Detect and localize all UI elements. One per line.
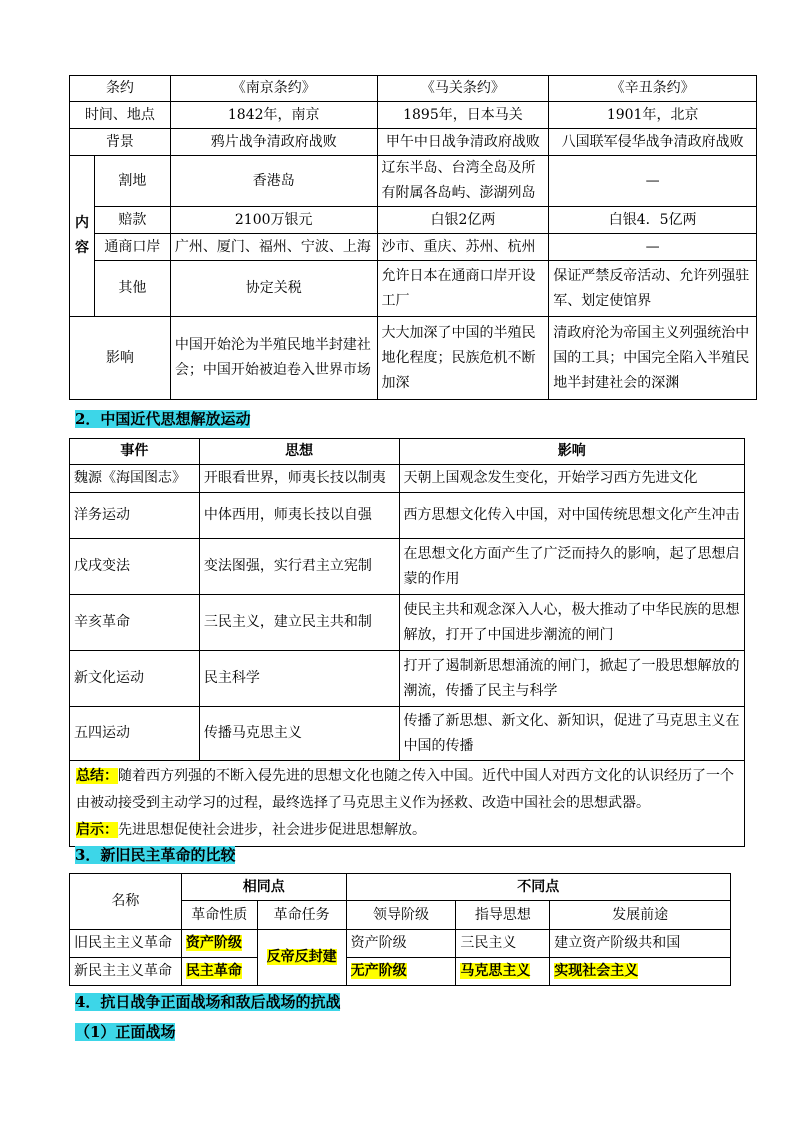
cell: 辽东半岛、台湾全岛及所有附属各岛屿、澎湖列岛 <box>377 156 549 207</box>
old-nature: 资产阶级 <box>185 935 242 951</box>
label-ports: 通商口岸 <box>94 234 170 261</box>
cell: 保证严禁反帝活动、允许列强驻军、划定使馆界 <box>549 261 757 317</box>
section4-title-text: 4．抗日战争正面战场和敌后战场的抗战 <box>75 993 341 1011</box>
cell: 沙市、重庆、苏州、杭州 <box>377 234 549 261</box>
shared-task: 反帝反封建 <box>266 949 337 965</box>
section3-title-text: 3．新旧民主革命的比较 <box>75 846 236 864</box>
new-ideology: 马克思主义 <box>460 963 531 979</box>
content-label-2: 容 <box>74 240 89 256</box>
thought-cell: 开眼看世界，师夷长技以制夷 <box>199 465 399 493</box>
old-revolution-name: 旧民主主义革命 <box>70 930 182 958</box>
impact-cell: 天朝上国观念发生变化，开始学习西方先进文化 <box>399 465 744 493</box>
cell: 1895年，日本马关 <box>377 102 549 129</box>
header-name: 名称 <box>70 874 182 930</box>
header-diff: 不同点 <box>346 874 730 901</box>
label-time-place: 时间、地点 <box>70 102 171 129</box>
header-future: 发展前途 <box>550 901 731 930</box>
header-leader: 领导阶级 <box>346 901 456 930</box>
impact-cell: 西方思想文化传入中国，对中国传统思想文化产生冲击 <box>399 493 744 539</box>
old-leader: 资产阶级 <box>346 930 456 958</box>
label-background: 背景 <box>70 129 171 156</box>
cell: 白银2亿两 <box>377 207 549 234</box>
section4-title <box>75 992 340 1012</box>
header-ideology: 指导思想 <box>456 901 550 930</box>
event-cell: 辛亥革命 <box>70 595 200 651</box>
thought-cell: 民主科学 <box>199 651 399 707</box>
impact-cell: 传播了新思想、新文化、新知识，促进了马克思主义在中国的传播 <box>399 707 744 761</box>
cell: — <box>549 234 757 261</box>
new-ideology-cell <box>456 958 550 986</box>
cell: 大大加深了中国的半殖民地化程度；民族危机不断加深 <box>377 317 549 400</box>
impact-cell: 打开了遏制新思想涌流的闸门，掀起了一股思想解放的潮流，传播了民主与科学 <box>399 651 744 707</box>
old-nature-cell <box>181 930 257 958</box>
event-cell: 新文化运动 <box>70 651 200 707</box>
summary-paragraph <box>76 763 738 817</box>
content-label <box>70 156 95 317</box>
summary-text: 随着西方列强的不断入侵先进的思想文化也随之传入中国。近代中国人对西方文化的认识经历了一个由被动接受到主动学习的过程，最终选择了马克思主义作为拯救、改造中国社会的思想武器。 <box>76 768 734 811</box>
cell: 甲午中日战争清政府战败 <box>377 129 549 156</box>
event-cell: 五四运动 <box>70 707 200 761</box>
insight-text: 先进思想促使社会进步，社会进步促进思想解放。 <box>118 822 426 838</box>
header-xinchou: 《辛丑条约》 <box>549 76 757 102</box>
header-impact: 影响 <box>399 439 744 465</box>
new-nature: 民主革命 <box>185 963 242 979</box>
thought-cell: 中体西用，师夷长技以自强 <box>199 493 399 539</box>
summary-box <box>70 761 745 847</box>
section4-subtitle-text: （1）正面战场 <box>75 1023 176 1041</box>
cell: 协定关税 <box>170 261 377 317</box>
event-cell: 洋务运动 <box>70 493 200 539</box>
thought-cell: 三民主义，建立民主共和制 <box>199 595 399 651</box>
thought-cell: 传播马克思主义 <box>199 707 399 761</box>
insight-paragraph <box>76 817 738 844</box>
new-revolution-name: 新民主主义革命 <box>70 958 182 986</box>
section3-title <box>75 845 235 865</box>
header-nanjing: 《南京条约》 <box>170 76 377 102</box>
new-future: 实现社会主义 <box>554 963 639 979</box>
cell: 中国开始沦为半殖民地半封建社会；中国开始被迫卷入世界市场 <box>170 317 377 400</box>
label-impact: 影响 <box>70 317 171 400</box>
header-nature: 革命性质 <box>181 901 257 930</box>
cell: 广州、厦门、福州、宁波、上海 <box>170 234 377 261</box>
content-label-1: 内 <box>74 215 89 231</box>
new-future-cell <box>550 958 731 986</box>
old-ideology: 三民主义 <box>456 930 550 958</box>
label-cede: 割地 <box>94 156 170 207</box>
thought-cell: 变法图强，实行君主立宪制 <box>199 539 399 595</box>
cell: 清政府沦为帝国主义列强统治中国的工具；中国完全陷入半殖民地半封建社会的深渊 <box>549 317 757 400</box>
header-event: 事件 <box>70 439 200 465</box>
header-thought: 思想 <box>199 439 399 465</box>
section2-title <box>75 409 250 429</box>
impact-cell: 使民主共和观念深入人心，极大推动了中华民族的思想解放，打开了中国进步潮流的闸门 <box>399 595 744 651</box>
cell: 白银4．5亿两 <box>549 207 757 234</box>
shared-task-cell <box>257 930 346 986</box>
event-cell: 戊戌变法 <box>70 539 200 595</box>
treaty-table <box>69 75 757 400</box>
cell: 鸦片战争清政府战败 <box>170 129 377 156</box>
summary-label: 总结： <box>76 768 118 784</box>
thought-table <box>69 438 745 847</box>
label-indemnity: 赔款 <box>94 207 170 234</box>
header-same: 相同点 <box>181 874 346 901</box>
header-maguan: 《马关条约》 <box>377 76 549 102</box>
header-treaty: 条约 <box>70 76 171 102</box>
section2-title-text: 2．中国近代思想解放运动 <box>75 410 251 428</box>
label-other: 其他 <box>94 261 170 317</box>
cell: 1842年，南京 <box>170 102 377 129</box>
cell: 八国联军侵华战争清政府战败 <box>549 129 757 156</box>
header-task: 革命任务 <box>257 901 346 930</box>
cell: 1901年，北京 <box>549 102 757 129</box>
new-nature-cell <box>181 958 257 986</box>
cell: 允许日本在通商口岸开设工厂 <box>377 261 549 317</box>
section4-subtitle <box>75 1022 175 1042</box>
event-cell: 魏源《海国图志》 <box>70 465 200 493</box>
cell: 香港岛 <box>170 156 377 207</box>
insight-label: 启示： <box>76 822 118 838</box>
new-leader-cell <box>346 958 456 986</box>
cell: 2100万银元 <box>170 207 377 234</box>
new-leader: 无产阶级 <box>350 963 407 979</box>
cell: — <box>549 156 757 207</box>
revolution-table <box>69 873 731 986</box>
old-future: 建立资产阶级共和国 <box>550 930 731 958</box>
impact-cell: 在思想文化方面产生了广泛而持久的影响，起了思想启蒙的作用 <box>399 539 744 595</box>
